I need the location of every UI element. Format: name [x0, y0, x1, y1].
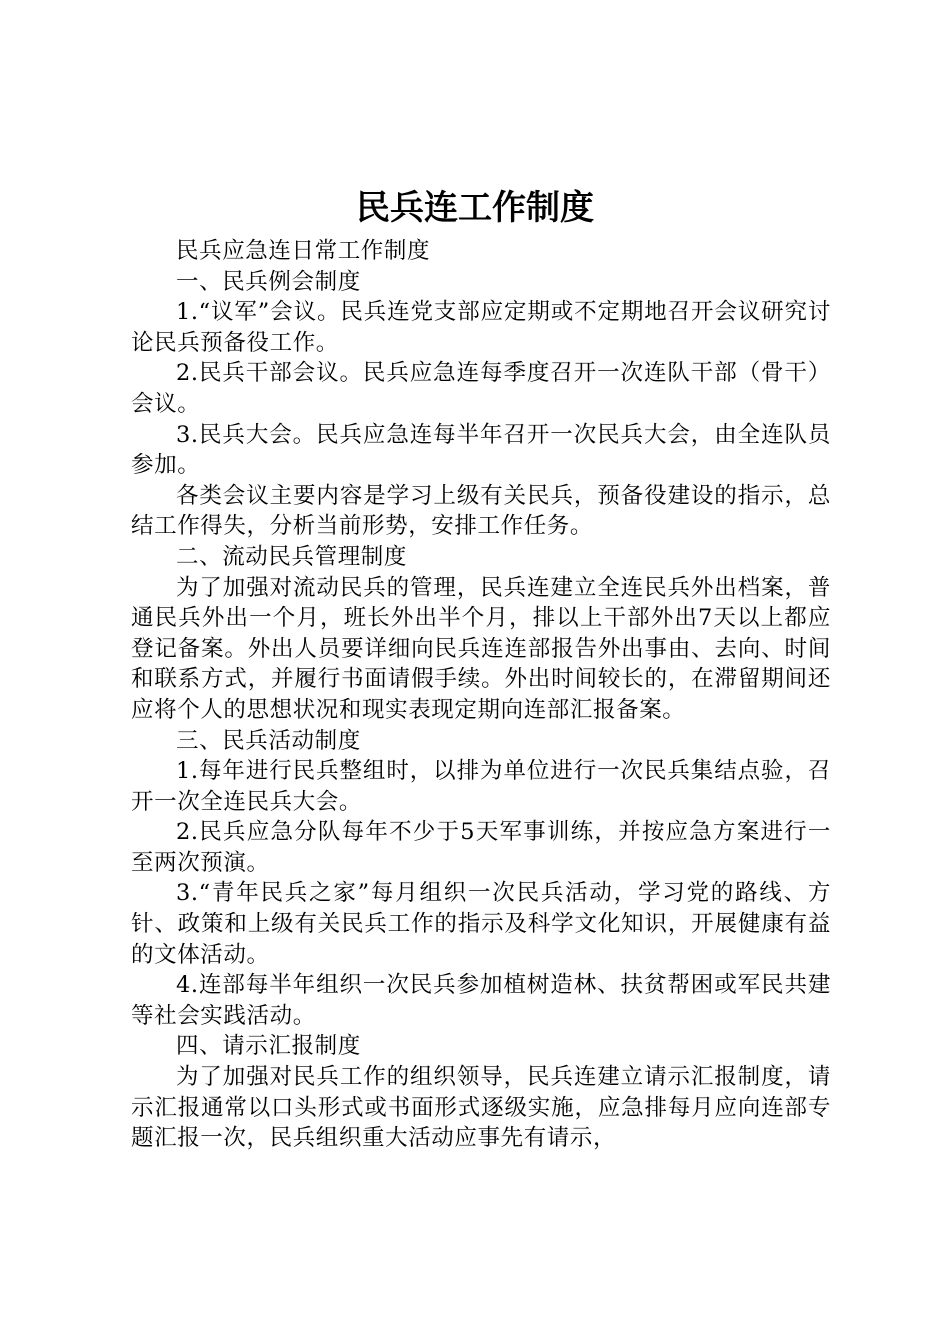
section-heading-2: 二、流动民兵管理制度 — [176, 543, 408, 570]
section-heading-4: 四、请示汇报制度 — [176, 1033, 361, 1060]
body-paragraph: 4.连部每半年组织一次民兵参加植树造林、扶贫帮困或军民共建等社会实践活动。 — [131, 972, 831, 1029]
body-paragraph: 各类会议主要内容是学习上级有关民兵，预备役建设的指示，总结工作得失，分析当前形势，安排工作任务。 — [131, 482, 831, 540]
body-paragraph: 2.民兵应急分队每年不少于5天军事训练，并按应急方案进行一至两次预演。 — [131, 819, 831, 876]
body-paragraph: 3.民兵大会。民兵应急连每半年召开一次民兵大会，由全连队员参加。 — [131, 421, 831, 479]
body-paragraph: 1.每年进行民兵整组时，以排为单位进行一次民兵集结点验，召开一次全连民兵大会。 — [131, 758, 831, 815]
body-paragraph: 2.民兵干部会议。民兵应急连每季度召开一次连队干部（骨干）会议。 — [131, 360, 831, 417]
body-paragraph: 3.“青年民兵之家”每月组织一次民兵活动，学习党的路线、方针、政策和上级有关民兵工作的指示及科学文化知识，开展健康有益的文体活动。 — [131, 880, 831, 968]
document-body — [131, 236, 831, 1154]
body-paragraph: 为了加强对民兵工作的组织领导，民兵连建立请示汇报制度，请示汇报通常以口头形式或书面形式逐级实施，应急排每月应向连部专题汇报一次，民兵组织重大活动应事先有请示， — [131, 1064, 831, 1152]
body-paragraph: 1.“议军”会议。民兵连党支部应定期或不定期地召开会议研究讨论民兵预备役工作。 — [131, 299, 831, 356]
document-title: 民兵连工作制度 — [356, 188, 594, 228]
section-heading-3: 三、民兵活动制度 — [176, 727, 361, 754]
body-paragraph: 为了加强对流动民兵的管理，民兵连建立全连民兵外出档案，普通民兵外出一个月，班长外出半个月，排以上干部外出7天以上都应登记备案。外出人员要详细向民兵连连部报告外出事由、去向、时间和联系方式，并履行书面请假手续。外出时间较长的，在滞留期间还应将个人的思想状况和现实表现定期向连部汇报备案。 — [131, 574, 831, 723]
section-heading-1: 一、民兵例会制度 — [176, 268, 361, 295]
subtitle-paragraph: 民兵应急连日常工作制度 — [176, 238, 431, 264]
